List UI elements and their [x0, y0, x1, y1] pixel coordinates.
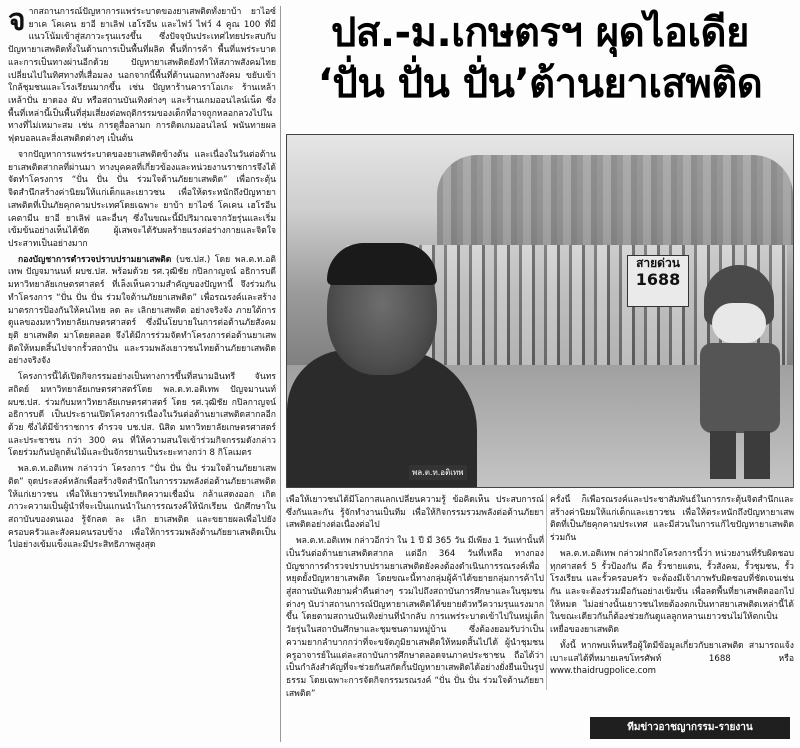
photo-trees: [437, 155, 793, 245]
left-article-column: [8, 6, 276, 744]
paragraph-3: [8, 254, 276, 368]
hotline-badge: [627, 255, 689, 307]
right-paragraph-2: พล.ต.ท.อติเทพ กล่าวฝากถึงโครงการนี้ว่า หน่วยงานที่รับผิดชอบทุกศาสตร์ 5 รั้วป้องกัน คือ รั้วชายแดน, รั้วสังคม, รั้วชุมชน, รั้วโรงเรียน และรั้วครอบครัว จะต้องมีเจ้าภาพรับผิดชอบที่ชัดเจนเช่นกัน และจะต้องร่วมมือกันอย่างเข้มข้น เพื่อลดพื้นที่ยาเสพติดออกไปให้หมด ไม่อย่างนั้นเยาวชนไทยต้องตกเป็นทาสยาเสพติดเหล่านี้ได้ ในขณะเดียวกันก็ต้องช่วยกันดูแลลูกหลานเยาวชนไม่ให้ตกเป็นเหยื่อของยาเสพติด: [550, 548, 794, 636]
mid-paragraph-2: พล.ต.ท.อติเทพ กล่าวอีกว่า ใน 1 ปี มี 365 วัน มีเพียง 1 วันเท่านั้นที่เป็นวันต่อต้านยาเสพติดสากล แต่อีก 364 วันที่เหลือ ทางกองบัญชาการตำรวจปราบปรามยาเสพติดยังคงต้องดำเนินการรณรงค์เพื่อหยุดยั้งปัญหายาเสพติด โดยขณะนี้ทางกลุ่มผู้ค้าได้ขยายกลุ่มการค้าไปสู่สถานบันเทิงยามค่ำคืนต่างๆ รวมไปถึงสถาบันการศึกษาและในชุมชนต่างๆ นับว่าสถานการณ์ปัญหายาเสพติดได้ขยายตัวทวีความรุนแรงมากขึ้น โดยตามสถานบันเทิงย่านที่นำกลับ การแพร่ระบาดเข้าไปในหมู่เด็กวัยรุ่นในสถาบันศึกษาและชุมชนตามหมู่บ้าน ซึ่งต้องยอมรับว่าเป็นความยากลำบากกว่าที่จะขจัดภูมิยาเสพติดให้หมดสิ้นไปได้ ผู้นำชุมชน ครูอาจารย์ในแต่ละสถาบันการศึกษาตลอดจนภาคประชาชน ถือได้ว่าเป็นกำลังสำคัญที่จะช่วยกันสกัดกั้นปัญหายาเสพติดได้อย่างยั่งยืนเป็นรูปธรรม โดยเฉพาะการจัดกิจกรรมรณรงค์ “ปั่น ปั่น ปั่น ร่วมใจต้านภัยยาเสพติด”: [286, 536, 544, 699]
column-divider-2: [546, 494, 547, 690]
paragraph-5: พล.ต.ท.อติเทพ กล่าวว่า โครงการ “ปั่น ปั่น ปั่น ร่วมใจต้านภัยยาเสพติด” จุดประสงค์หลักเพื่อสร้างจิตสำนึกในการรวมพลังต่อต้านภัยยาเสพติดให้แก่เยาวชน เพื่อให้เยาวชนไทยเกิดความเชื่อมั่น กล้าแสดงออก เกิดภาวะความเป็นผู้นำที่จะเป็นแกนนำในการรณรงค์ให้นักเรียน นักศึกษาในสถาบันของตนเอง รู้จักลด ละ เลิก ยาเสพติด และขยายผลเพื่อไปยังครอบครัวและสังคมคนรอบข้าง เพื่อให้การรวมพลังต้านภัยยาเสพติดเป็นไปอย่างเข้มแข็งและมีประสิทธิภาพสูงสุด: [8, 464, 276, 551]
column-divider: [280, 6, 281, 742]
photo-officer-hair: [327, 243, 437, 285]
headline: [286, 8, 794, 110]
photo-soldier-mascot: [692, 265, 787, 480]
mascot-legs: [710, 431, 770, 479]
intro-paragraph: [8, 6, 276, 146]
byline-credit: ทีมข่าวอาชญากรรม-รายงาน: [590, 717, 790, 739]
paragraph-3-text: (บช.ปส.) โดย พล.ต.ท.อติเทพ ปัญจมานนท์ ผบช.ปส. พร้อมด้วย รศ.วุฒิชัย กปิลกาญจน์ อธิการบดี มหาวิทยาลัยเกษตรศาสตร์ ที่เล็งเห็นความสำคัญของปัญหานี้ จึงร่วมกันทำโครงการ “ปั่น ปั่น ปั่น ร่วมใจต้านภัยยาเสพติด” เพื่อรณรงค์และสร้างมาตรการป้องกันให้คนไทย ลด ละ เลิกยาเสพติด อย่างจริงจัง ภายใต้การดูแลของมหาวิทยาลัยเกษตรศาสตร์ ซึ่งมีนโยบายในการต่อต้านภัยสังคม ยุติ ยาเสพติด มาโดยตลอด จึงได้มีการร่วมจัดทำโครงการต่อต้านยาเสพติดให้หมดสิ้นไปจากรั้วสถาบัน และรวมพลังเยาวชนไทยต้านภัยยาเสพติดอย่างจริงจัง: [8, 254, 276, 367]
hotline-badge-label: สายด่วน: [636, 256, 680, 270]
news-photo: [286, 134, 794, 488]
right-paragraph-3: ทั้งนี้ หากพบเห็นหรือผู้ใดมีข้อมูลเกี่ยวกับยาเสพติด สามารถแจ้งเบาะแสได้ที่หมายเลขโทรศัพท์ 1688 หรือ www.thaidrugpolice.com: [550, 640, 794, 677]
hotline-badge-number: 1688: [635, 270, 681, 289]
right-paragraph-1: ครั้งนี้ ก็เพื่อรณรงค์และประชาสัมพันธ์ในการกระตุ้นจิตสำนึกและสร้างค่านิยมให้แก่เด็กและเยาวชน เพื่อให้ตระหนักถึงปัญหายาเสพติดที่เป็นภัยคุกคามประเทศ และมีส่วนในการแก้ไขปัญหายาเสพติดร่วมกัน: [550, 495, 794, 544]
headline-line-2: ‘ปั่น ปั่น ปั่น’ต้านยาเสพติด: [317, 61, 763, 107]
drop-cap: จ: [8, 6, 26, 38]
mid-paragraph-1: เพื่อให้เยาวชนได้มีโอกาสแลกเปลี่ยนความรู้ ข้อคิดเห็น ประสบการณ์ซึ่งกันและกัน รู้จักทำงานเป็นทีม เพื่อให้กิจกรรมรวมพลังต่อต้านภัยยาเสพติดอย่างต่อเนื่องต่อไป: [286, 495, 544, 531]
intro-text: ากสถานการณ์ปัญหาการแพร่ระบาดของยาเสพติดทั้งยาบ้า ยาไอซ์ ยาเค โคเคน ยาอี ยาเลิฟ เฮโรอีน และไฟว์ ไฟว์ 4 คูณ 100 ที่มีแนวโน้มเข้าสู่สภาวะรุนแรงขึ้น ซึ่งปัจจุบันประเทศไทยประสบกับปัญหายาเสพติดทั้งในด้านการเป็นพื้นที่ผลิต พื้นที่การค้า พื้นที่แพร่ระบาด และการเป็นทางผ่านอีกด้วย ปัญหายาเสพติดยังทำให้สภาพสังคมไทยเปลี่ยนไปในทิศทางที่เสื่อมลง นอกจากนี้พื้นที่ด้านนอกทางสังคม ขยับเข้าใกล้ชุมชนและโรงเรียนมากขึ้น เช่น ปัญหาร้านคาราโอเกะ ร้านเหล้า เหล้าปั่น ยาดอง ผับ หรือสถานบันเทิงต่างๆ และร้านเกมออนไลน์เน็ต ซึ่งพื้นที่เหล่านี้เป็นพื้นที่สุ่มเสี่ยงต่อพฤติกรรมของเด็กที่อาจถูกหลอกลวงไปในทางที่ไม่เหมาะสม เช่น การดูสื่อลามก การติดเกมออนไลน์ พนันทายผลฟุตบอลและสิ่งเสพติดต่างๆ เป็นต้น: [8, 7, 276, 145]
paragraph-3-label: กองบัญชาการตำรวจปราบปรามยาเสพติด: [18, 254, 172, 265]
photo-caption: พล.ต.ท.อติเทพ: [409, 465, 467, 480]
paragraph-4: โครงการนี้ได้เปิดกิจกรรมอย่างเป็นทางการขึ้นที่สนามอินทรี จันทรสถิตย์ มหาวิทยาลัยเกษตรศาสตร์โดย พล.ต.ท.อติเทพ ปัญจมานนท์ ผบช.ปส. ร่วมกับมหาวิทยาลัยเกษตรศาสตร์ โดย รศ.วุฒิชัย กปิลกาญจน์ อธิการบดี เป็นประธานเปิดโครงการเนื่องในวันต่อต้านยาเสพติดสากลอีกด้วย ซึ่งได้มีข้าราชการ ตำรวจ บช.ปส. นิสิต มหาวิทยาลัยเกษตรศาสตร์และประชาชน กว่า 300 คน ที่ให้ความสนใจเข้าร่วมกิจกรรมดังกล่าว โดยร่วมกันปลูกต้นไม้และปั่นจักรยานเป็นระยะทางกว่า 8 กิโลเมตร: [8, 372, 276, 459]
headline-line-1: ปส.-ม.เกษตรฯ ผุดไอเดีย: [331, 10, 749, 56]
mascot-torso: [700, 343, 780, 433]
paragraph-2: จากปัญหาการแพร่ระบาดของยาเสพติดข้างต้น และเนื่องในวันต่อต้านยาเสพติดสากลที่ผ่านมา ทางบุคคลที่เกี่ยวข้องและหน่วยงานราชการจึงได้จัดทำโครงการ “ปั่น ปั่น ปั่น ร่วมใจต้านภัยยาเสพติด” เพื่อกระตุ้นจิตสำนึกสร้างค่านิยมให้แก่เด็กและเยาวชน เพื่อให้ตระหนักถึงปัญหายาเสพติดที่เป็นภัยคุกคามประเทศโดยเฉพาะ ยาบ้า ยาไอซ์ โคเคน เฮโรอีน เคตามีน ยาอี ยาเลิฟ และอื่นๆ ซึ่งในขณะนี้มีปริมาณจากวัยรุ่นและเริ่มเข้มข้นอย่างเห็นได้ชัด ผู้เสพจะได้รับผลร้ายแรงต่อร่างกายและจิตใจประสาทเป็นอย่างมาก: [8, 149, 276, 249]
mascot-face: [712, 303, 766, 343]
right-article-column: [550, 494, 794, 690]
middle-article-column: [286, 494, 544, 730]
